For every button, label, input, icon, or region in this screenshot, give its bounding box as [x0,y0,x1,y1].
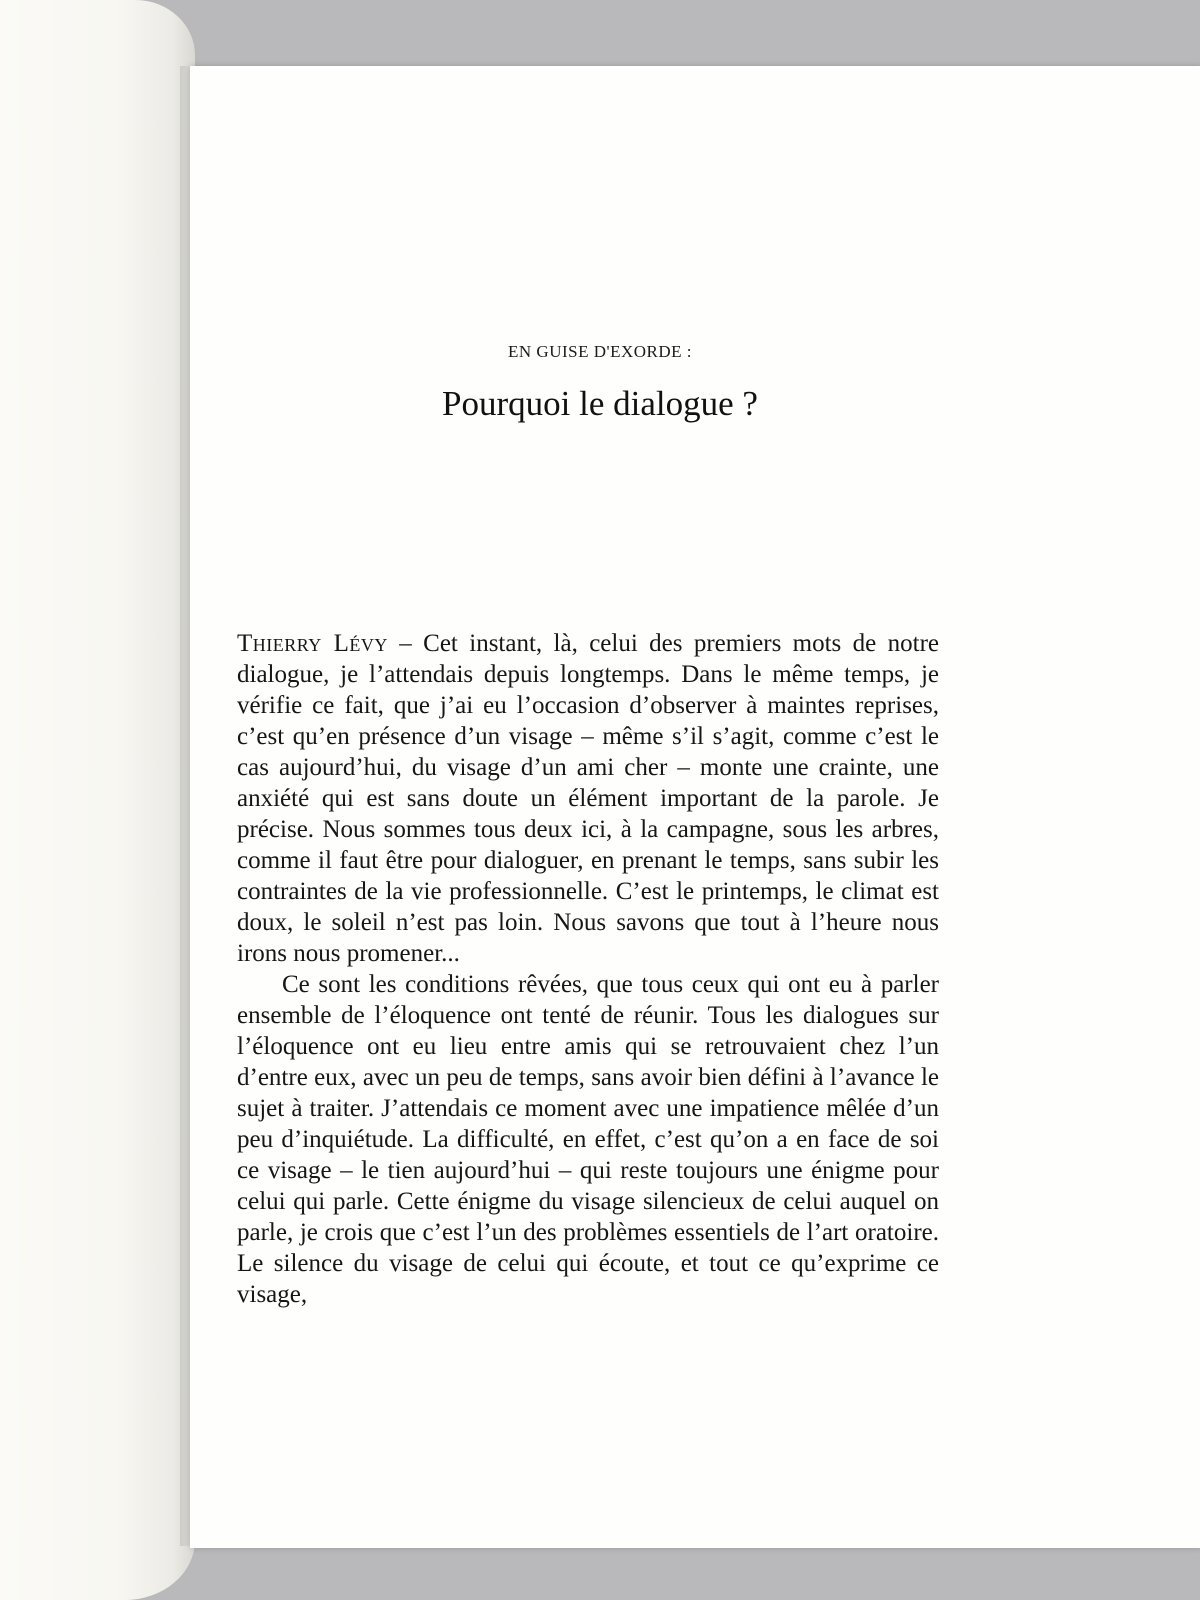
paragraph: Ce sont les conditions rêvées, que tous ceux qui ont eu à parler ensemble de l’éloquence ont tenté de réunir. Tous les dialogues sur l’éloquence ont eu lieu entre amis qui se retrouvaient chez l’un d’entre eux, avec un peu de temps, sans avoir bien défini à l’avance le sujet à traiter. J’attendais ce moment avec une impatience mêlée d’un peu d’inquiétude. La difficulté, en effet, c’est qu’on a en face de soi ce visage – le tien aujourd’hui – qui reste toujours une énigme pour celui qui parle. Cette énigme du visage silencieux de celui auquel on parle, je crois que c’est l’un des problèmes essentiels de l’art oratoire. Le silence du visage de celui qui écoute, et tout ce qu’exprime ce visage, [237,971,939,1308]
facing-page [0,0,195,1600]
paragraph [237,628,939,969]
paragraph-text: – Cet instant, là, celui des premiers mots de notre dialogue, je l’attendais depuis longtemps. Dans le même temps, je vérifie ce fait, que j’ai eu l’occasion d’observer à maintes reprises, c’est qu’en présence d’un visage – même s’il s’agit, comme c’est le cas aujourd’hui, du visage d’un ami cher – monte une crainte, une anxiété qui est sans doute un élément important de la parole. Je précise. Nous sommes tous deux ici, à la campagne, sous les arbres, comme il faut être pour dialoguer, en prenant le temps, sans subir les contraintes de la vie professionnelle. C’est le printemps, le climat est doux, le soleil n’est pas loin. Nous savons que tout à l’heure nous irons nous promener... [237,630,939,967]
chapter-kicker: EN GUISE D'EXORDE : [508,342,692,361]
chapter-title: Pourquoi le dialogue ? [442,384,758,423]
body-text [237,628,939,1310]
speaker-name: Thierry Lévy [237,630,388,657]
